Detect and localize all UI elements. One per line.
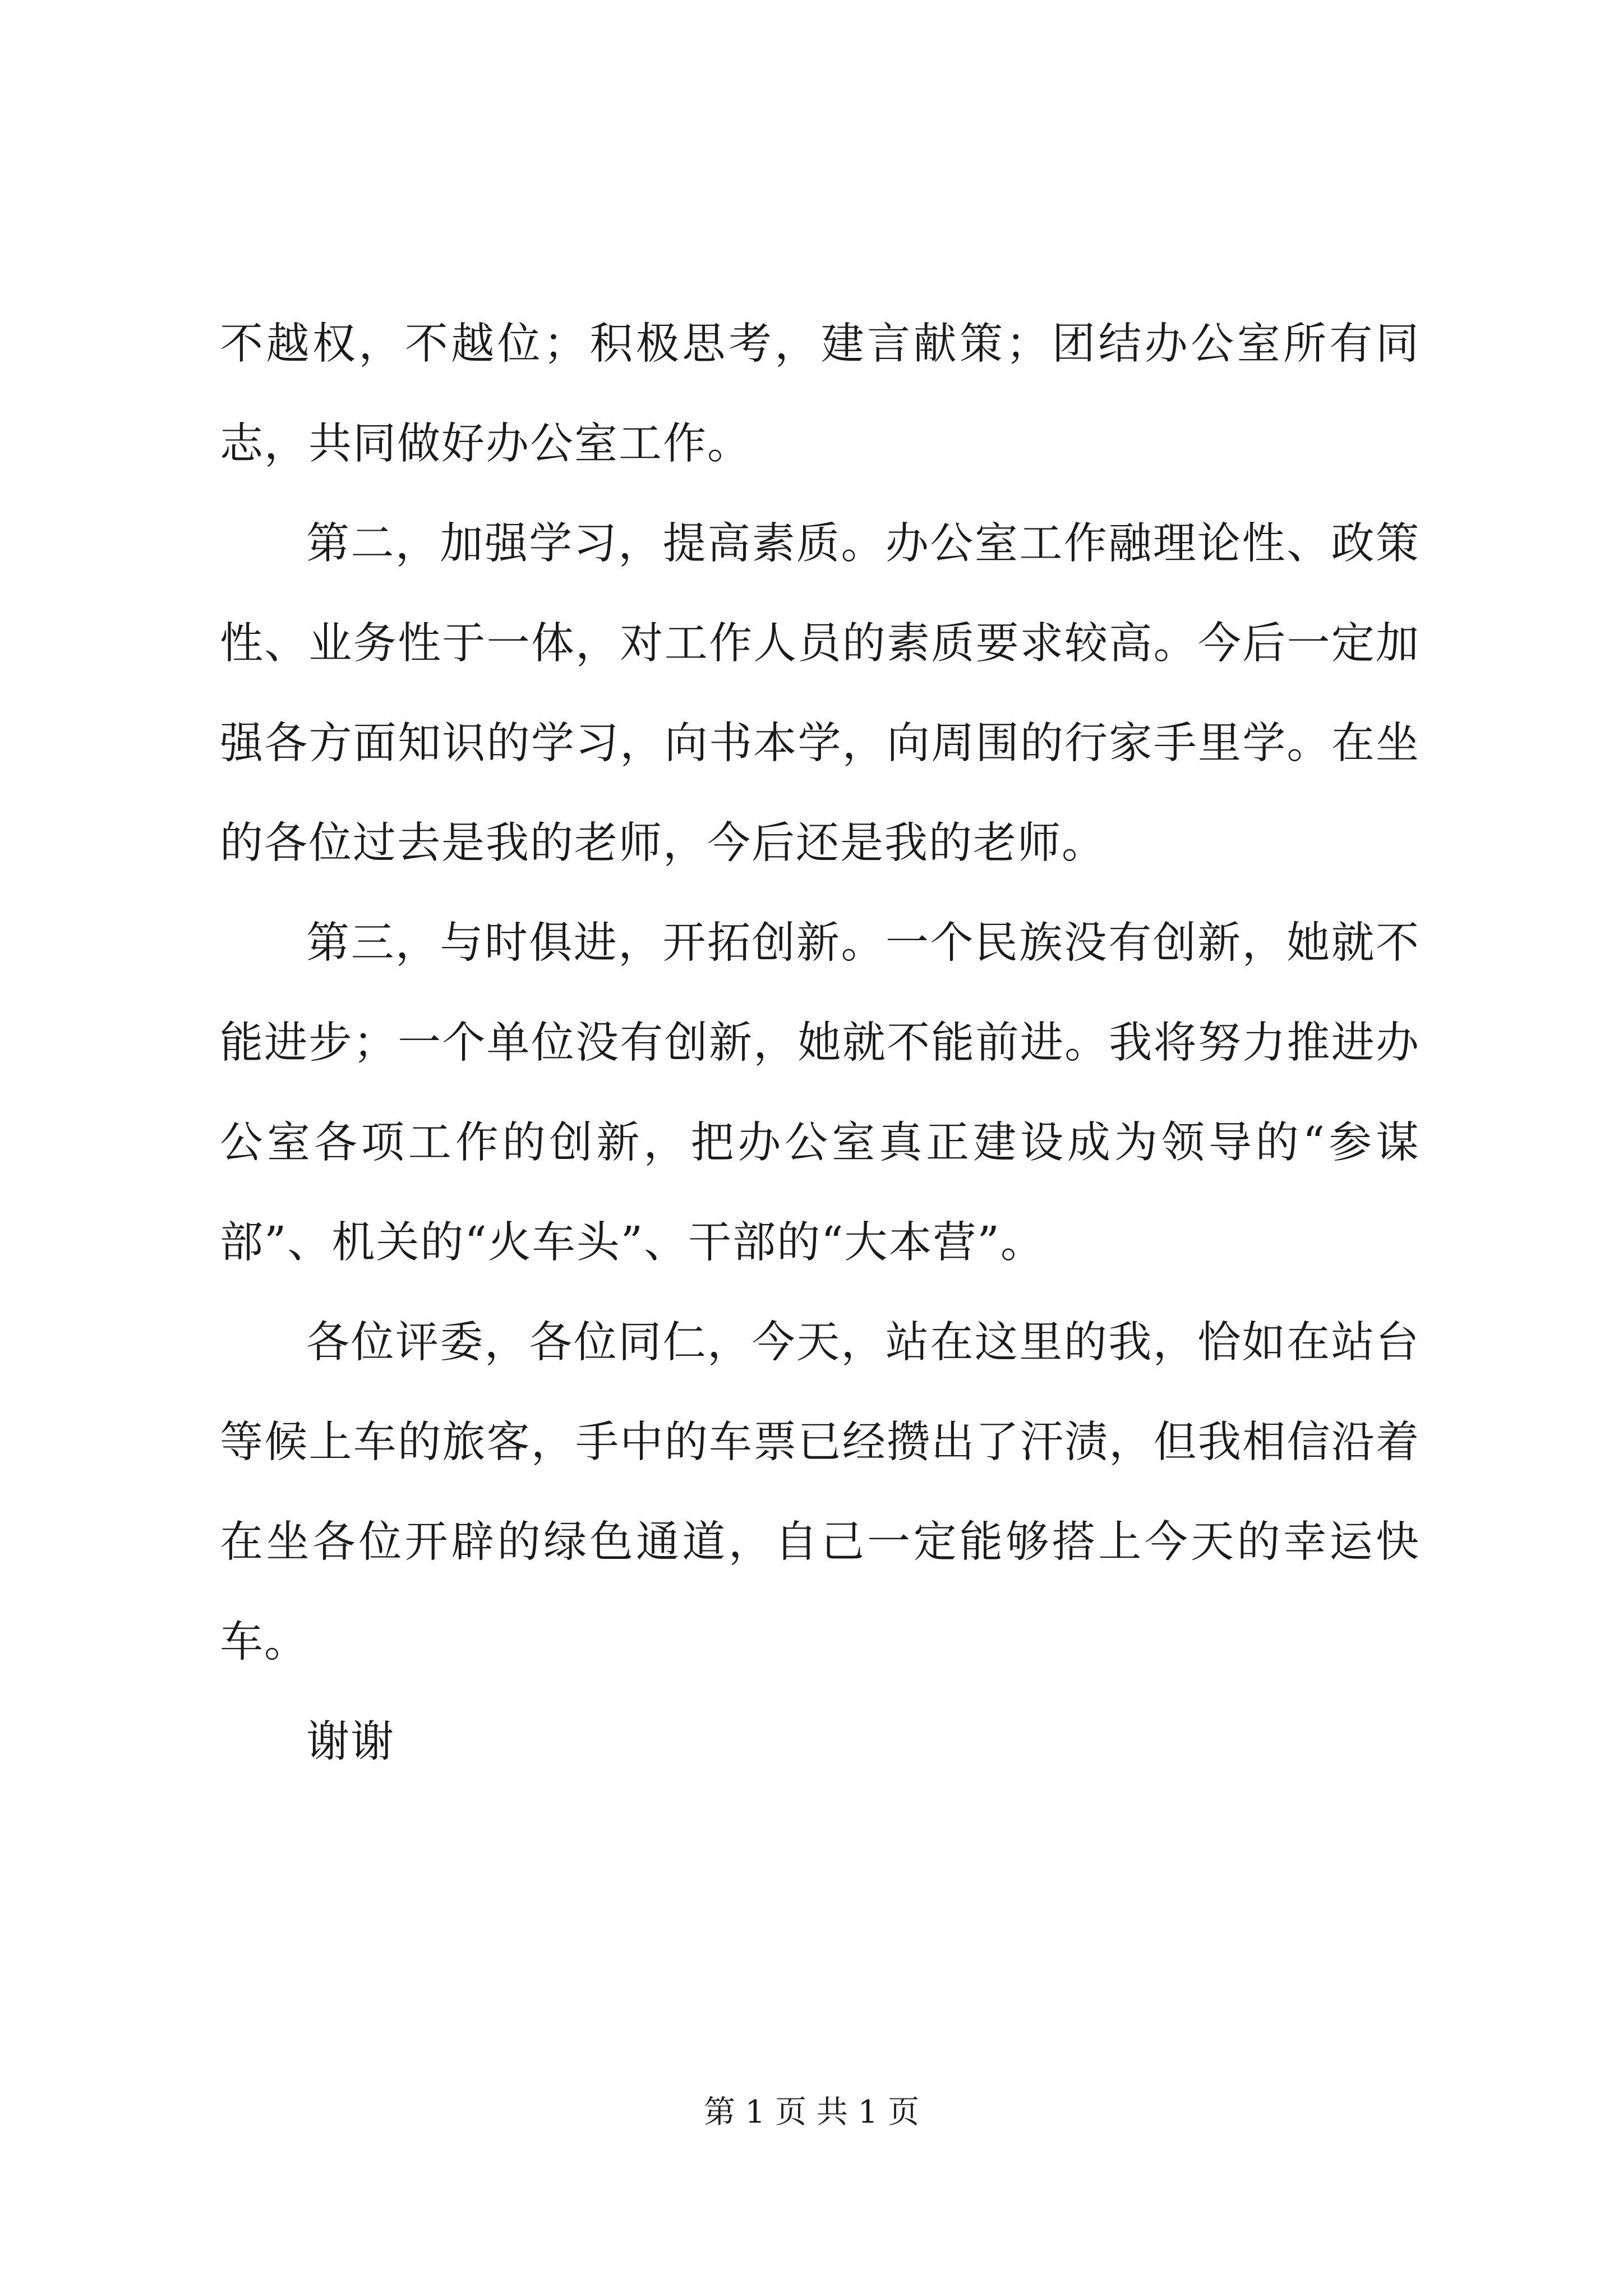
paragraph-third-point: 第三，与时俱进，开拓创新。一个民族没有创新，她就不能进步；一个单位没有创新，她就不能前进。我将努力推进办公室各项工作的创新，把办公室真正建设成为领导的“参谋部”、机关的“火车头”、干部的“大本营”。 bbox=[220, 918, 1420, 1268]
paragraph-closing: 各位评委，各位同仁，今天，站在这里的我，恰如在站台等候上车的旅客，手中的车票已经攒出了汗渍，但我相信沿着在坐各位开辟的绿色通道，自己一定能够搭上今天的幸运快车。 bbox=[220, 1318, 1420, 1667]
page-number: 第 1 页 共 1 页 bbox=[703, 2094, 920, 2131]
paragraph-thanks: 谢谢 bbox=[306, 1717, 395, 1767]
paragraph-continuation: 不越权，不越位；积极思考，建言献策；团结办公室所有同志，共同做好办公室工作。 bbox=[220, 319, 1420, 469]
document-body bbox=[220, 295, 1420, 1792]
paragraph-second-point: 第二，加强学习，提高素质。办公室工作融理论性、政策性、业务性于一体，对工作人员的素质要求较高。今后一定加强各方面知识的学习，向书本学，向周围的行家手里学。在坐的各位过去是我的老师，今后还是我的老师。 bbox=[220, 519, 1420, 868]
page-footer bbox=[0, 2090, 1623, 2135]
